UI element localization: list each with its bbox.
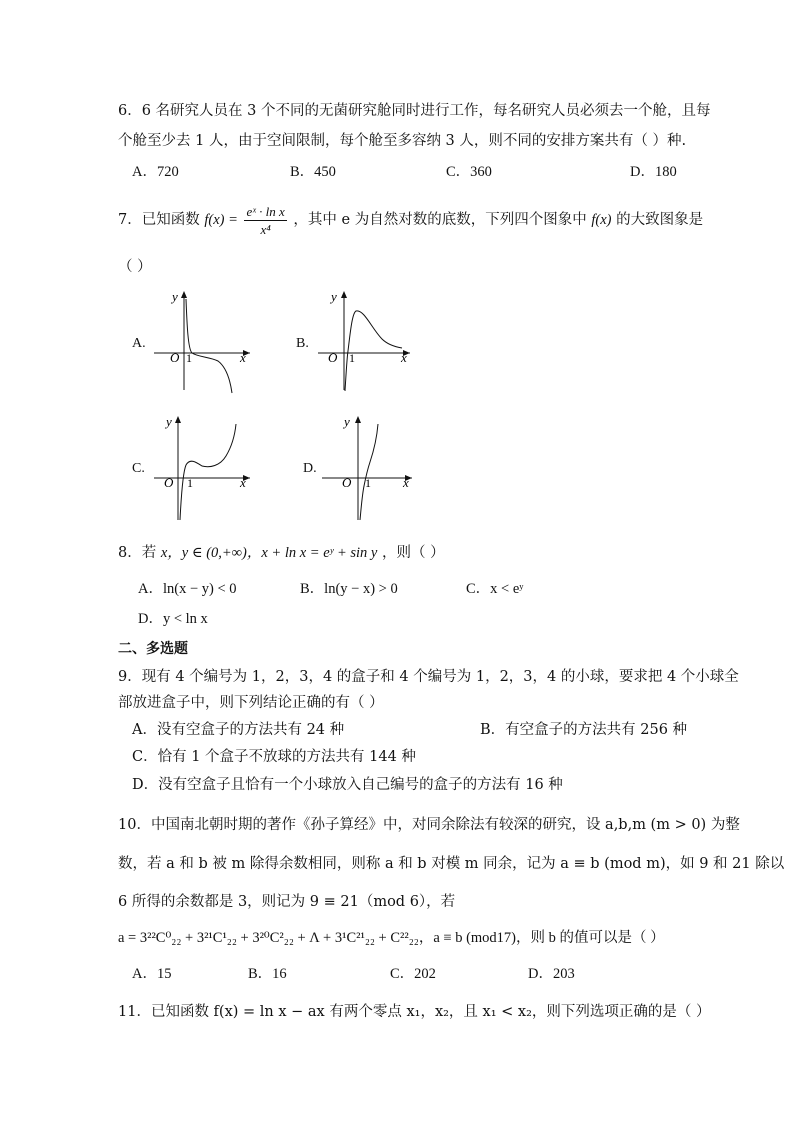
q10-option-c: C．202 [390,966,436,982]
y-axis-label: y [331,289,337,304]
q7-stem [118,202,703,238]
q7-graph-b [316,285,426,395]
q8-prefix: 8．若 [118,545,157,561]
origin-label: O [342,475,352,490]
y-axis-arrow-icon [355,416,361,423]
q10-line2: 数，若 a 和 b 被 m 除得余数相同，则称 a 和 b 对模 m 同余，记为 a ≡ b (mod m)，如 9 和 21 除以 [118,856,785,872]
y-axis-label: y [166,414,172,429]
q7-graph-a [150,285,260,395]
x-axis-label: x [240,475,246,490]
q6-option-b: B．450 [290,164,336,180]
origin-label: O [164,475,174,490]
origin-label: O [170,350,180,365]
q10-line3: 6 所得的余数都是 3，则记为 9 ≡ 21（mod 6），若 [118,894,456,910]
y-axis-arrow-icon [341,291,347,298]
curve [180,424,236,520]
x-axis-label: x [403,475,409,490]
q8-option-b: B．ln(y − x) > 0 [300,581,398,597]
x-axis-label: x [240,350,246,365]
q10-formula: a = 3²²C⁰₂₂ + 3²¹C¹₂₂ + 3²⁰C²₂₂ + Λ + 3¹C²¹₂₂ + C²²₂₂，a ≡ b (mod17)，则 b 的值可以是（ ） [118,930,665,946]
q10-line1: 10．中国南北朝时期的著作《孙子算经》中，对同余除法有较深的研究，设 a,b,m (m > 0) 为整 [118,817,740,833]
q10-option-d: D．203 [528,966,575,982]
q9-option-c: C．恰有 1 个盒子不放球的方法共有 144 种 [132,749,416,765]
q7-prefix: 7．已知函数 [118,212,200,228]
q7-graph-label-a: A. [132,336,146,351]
q6-option-d: D．180 [630,164,677,180]
q7-graph-label-b: B. [296,336,309,351]
curve [360,424,378,520]
q7-answer-paren: （ ） [118,259,152,275]
tick-1-label: 1 [349,351,355,365]
y-axis-arrow-icon [181,291,187,298]
y-axis-arrow-icon [175,416,181,423]
q8-condition: x，y ∈ (0,+∞)，x + ln x = eʸ + sin y [160,545,378,561]
q8-stem [118,544,445,562]
q11-line1: 11．已知函数 f(x) = ln x − ax 有两个零点 x₁，x₂，且 x₁ < x₂，则下列选项正确的是（ ） [118,1004,711,1020]
q6-option-c: C．360 [446,164,492,180]
section-title-multiple-choice: 二、多选题 [118,641,188,657]
q9-line2: 部放进盒子中，则下列结论正确的有（ ） [118,695,384,711]
q9-option-b: B．有空盒子的方法共有 256 种 [480,722,688,738]
q7-suffix: ，其中 e 为自然对数的底数，下列四个图象中 [293,212,587,228]
tick-1-label: 1 [187,476,193,490]
q10-option-a: A．15 [132,966,172,982]
q6-option-a: A．720 [132,164,179,180]
q8-option-d: D．y < ln x [138,611,208,627]
q7-end: 的大致图象是 [616,212,704,228]
q7-graph-label-c: C. [132,461,145,476]
q9-option-a: A．没有空盒子的方法共有 24 种 [132,722,345,738]
q7-graph-d [320,410,430,525]
origin-label: O [328,350,338,365]
q7-fraction-numerator: eˣ · ln x [246,203,285,219]
q8-option-a: A．ln(x − y) < 0 [138,581,237,597]
q6-line1: 6．6 名研究人员在 3 个不同的无菌研究舱同时进行工作，每名研究人员必须去一个舱，且每 [118,103,711,119]
y-axis-label: y [344,414,350,429]
q7-graph-label-d: D. [303,461,317,476]
tick-1-label: 1 [365,476,371,490]
tick-1-label: 1 [186,351,192,365]
q6-line2: 个舱至少去 1 人，由于空间限制，每个舱至多容纳 3 人，则不同的安排方案共有（ ）种. [118,133,687,149]
q10-option-b: B．16 [248,966,287,982]
q8-option-c: C．x < eʸ [466,581,524,597]
x-axis-label: x [401,350,407,365]
q9-line1: 9．现有 4 个编号为 1，2，3，4 的盒子和 4 个编号为 1，2，3，4 的小球，要求把 4 个小球全 [118,669,739,685]
q9-option-d: D．没有空盒子且恰有一个小球放入自己编号的盒子的方法有 16 种 [132,777,563,793]
q7-fraction [244,204,286,237]
q7-fx: f(x) = [204,212,238,228]
q7-fraction-denominator: x⁴ [260,221,271,237]
y-axis-label: y [172,289,178,304]
q7-graph-c [150,410,260,525]
curve [186,299,232,393]
q7-fx2: f(x) [591,212,612,228]
q8-suffix: ，则（ ） [381,545,445,561]
